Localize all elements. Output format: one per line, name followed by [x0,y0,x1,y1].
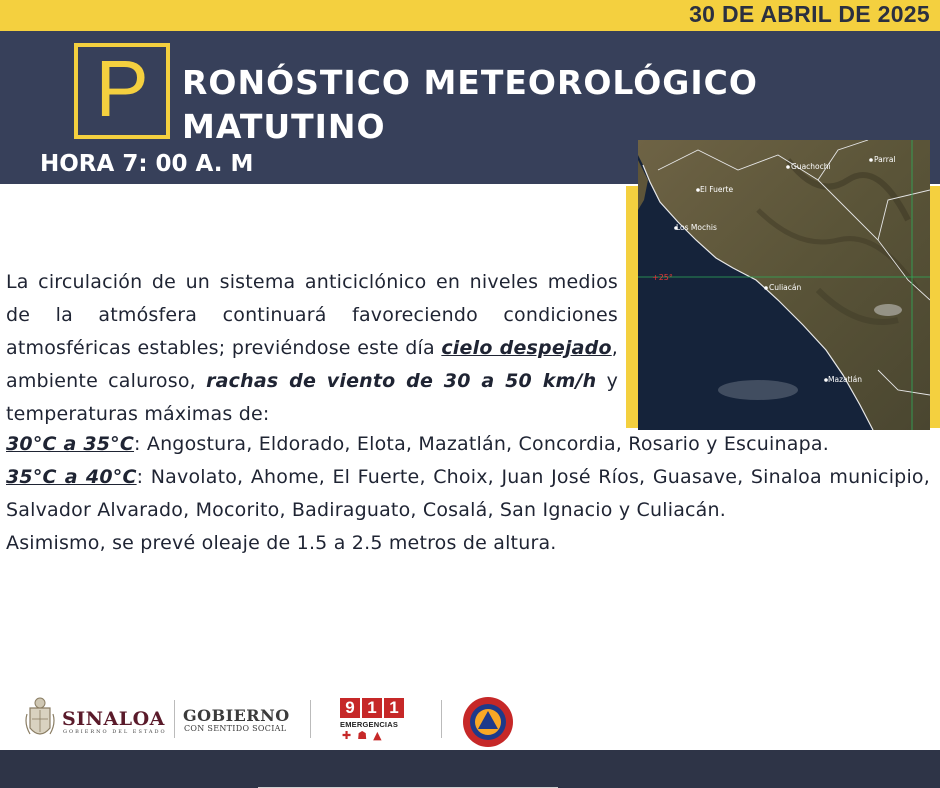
map-label-mazatlan: Mazatlán [828,375,862,384]
temp-range-2 [6,461,930,527]
sinaloa-shield-icon [24,694,56,744]
satellite-map [638,140,930,430]
e911-digit: 9 [340,698,360,718]
logo-divider [174,700,175,738]
gobierno-logo-text: GOBIERNO [183,706,290,725]
map-label-el-fuerte: El Fuerte [700,185,734,194]
e911-digit: 1 [362,698,382,718]
e911-digit: 1 [384,698,404,718]
wind-gusts: rachas de viento de 30 a 50 km/h [206,370,597,392]
map-label-guachochi: Guachochi [791,162,831,171]
sinaloa-logo-text: SINALOA [62,708,165,730]
page-title [182,61,758,149]
emergencias-911-logo [340,698,406,746]
date-label: 30 DE ABRIL DE 2025 [689,1,930,27]
temp-range-1 [6,428,930,461]
wave-forecast: Asimismo, se prevé oleaje de 1.5 a 2.5 metros de altura. [6,532,557,554]
sinaloa-logo-subtext: GOBIERNO DEL ESTADO [63,729,167,735]
e911-label: EMERGENCIAS [340,720,399,729]
temp-range-2-cities: : Navolato, Ahome, El Fuerte, Choix, Juan José Ríos, Guasave, Sinaloa municipio, Salvador Alvarado, Mocorito, Badiraguato, Cosalá, San Ignacio y Culiacán. [6,466,930,521]
map-label-culiacan: Culiacán [769,283,802,292]
temp-range-2-label: 35°C a 40°C [6,466,137,488]
map-label-los-mochis: Los Mochis [676,223,717,232]
temperature-section [6,428,930,560]
sky-condition: cielo despejado [441,337,612,359]
logo-divider [310,700,311,738]
footer-bar [0,750,940,788]
forecast-text-e: y temperaturas máximas de: [6,370,619,425]
emergency-icons: ✚☗▲ [342,729,388,742]
proteccion-civil-seal-icon [462,696,514,748]
footer-logos [0,686,940,750]
forecast-text-c: , ambiente caluroso, [6,337,618,392]
title-line-2: MATUTINO [182,107,386,146]
forecast-paragraph [6,266,618,431]
logo-divider [441,700,442,738]
map-label-parral: Parral [874,155,896,164]
temp-range-1-label: 30°C a 35°C [6,433,135,455]
logo-p-box [74,43,170,139]
title-line-1: RONÓSTICO METEOROLÓGICO [182,63,758,102]
time-label: HORA 7: 00 A. M [40,151,254,177]
temp-range-1-cities: : Angostura, Eldorado, Elota, Mazatlán, Concordia, Rosario y Escuinapa. [134,433,829,455]
logo-p-letter: P [95,44,149,133]
map-label-latitude: +25° [652,273,673,282]
gobierno-logo-subtext: CON SENTIDO SOCIAL [184,724,287,733]
forecast-text-a: La circulación de un sistema anticiclónico en niveles medios de la atmósfera continuará favoreciendo condiciones atmosféricas estables; previéndose este día [6,271,618,359]
date-bar [0,0,940,31]
